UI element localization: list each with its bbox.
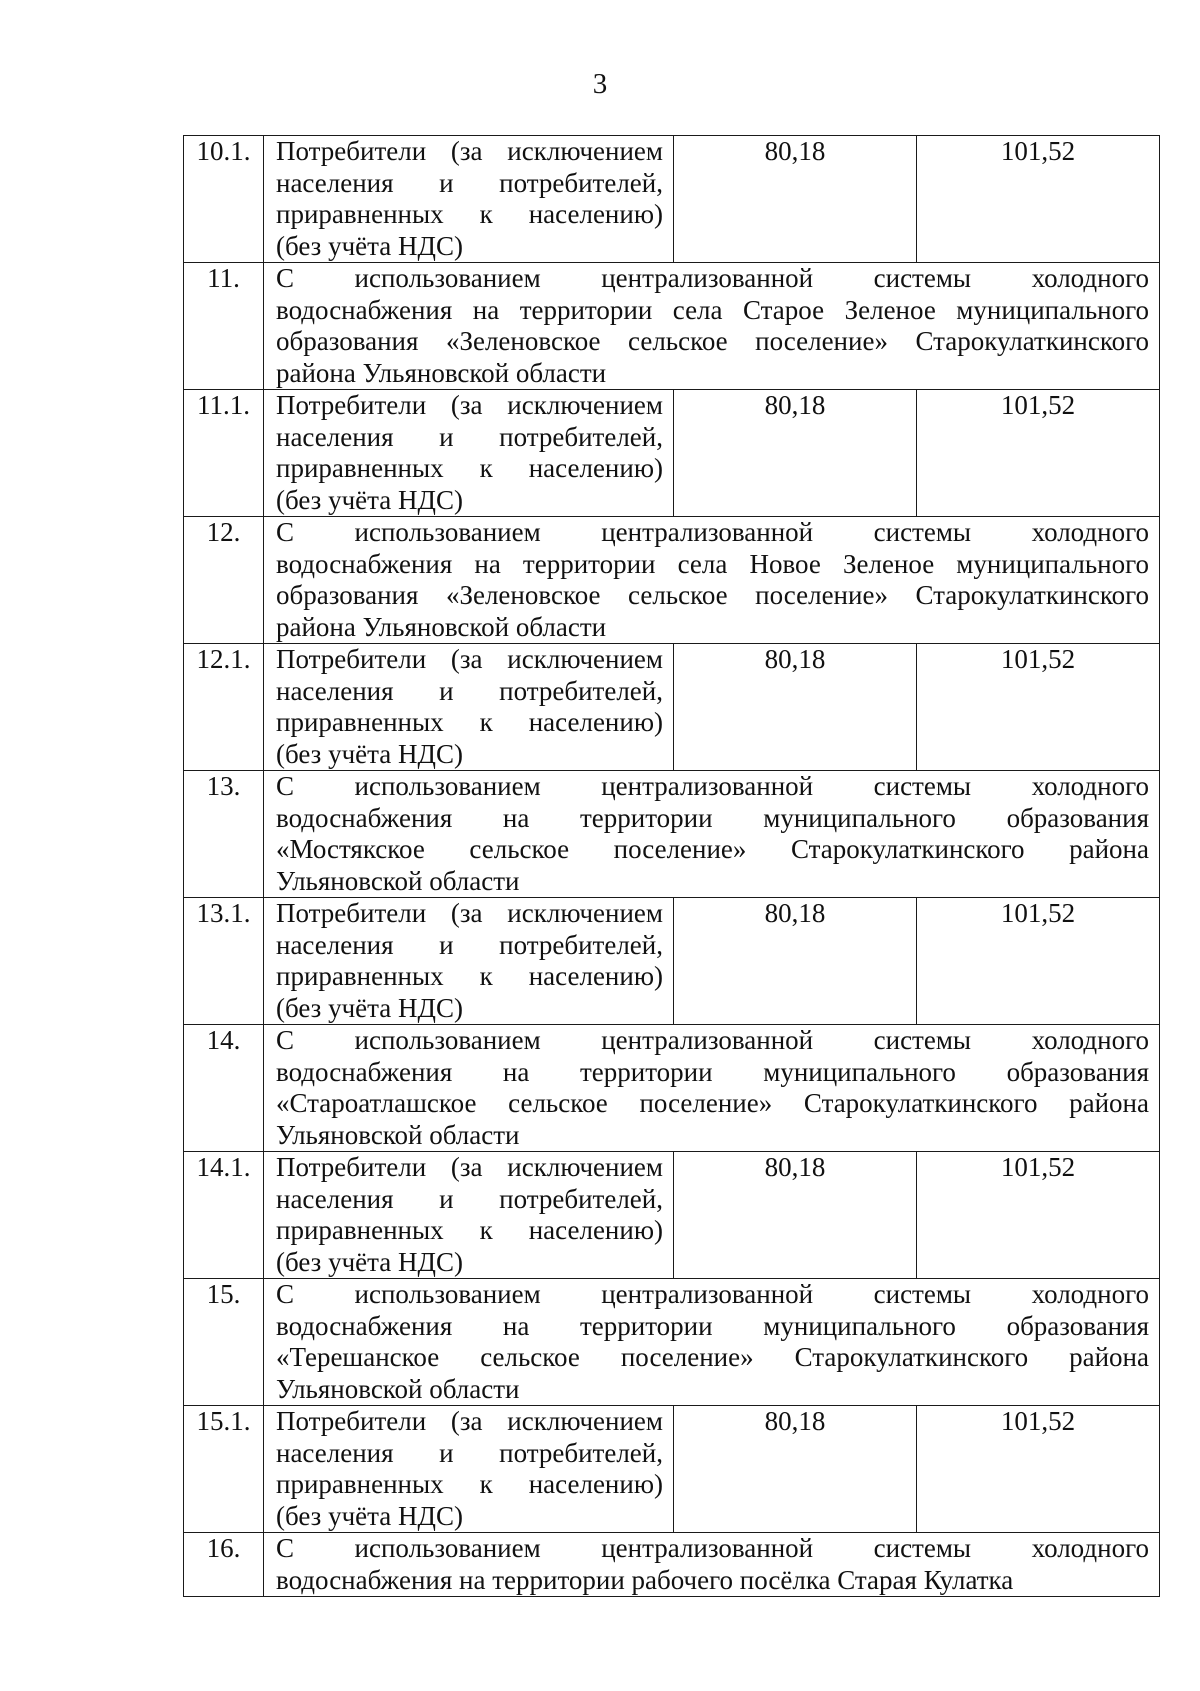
description-line: С использованием централизованной системы холодного (276, 1533, 1149, 1563)
row-number: 15. (184, 1279, 264, 1406)
description-line: водоснабжения на территории муниципального образования (276, 1310, 1149, 1341)
description-line: Потребители (за исключением (276, 1152, 663, 1182)
row-number: 16. (184, 1533, 264, 1597)
description-line: Потребители (за исключением (276, 644, 663, 674)
row-number: 11. (184, 263, 264, 390)
description-line: (без учёта НДС) (276, 738, 463, 769)
description-line: (без учёта НДС) (276, 1500, 463, 1531)
tariff-value-2: 101,52 (917, 1152, 1160, 1279)
tariff-item-row (184, 898, 1160, 1025)
section-description (264, 771, 1160, 898)
description-line: приравненных к населению) (276, 961, 663, 991)
description-line: Потребители (за исключением (276, 136, 663, 166)
description-line: Потребители (за исключением (276, 390, 663, 420)
tariff-value-1: 80,18 (674, 136, 917, 263)
section-description (264, 517, 1160, 644)
tariff-value-2: 101,52 (917, 898, 1160, 1025)
consumer-description (264, 644, 674, 771)
tariff-section-row (184, 517, 1160, 644)
tariff-value-1: 80,18 (674, 1406, 917, 1533)
description-line: населения и потребителей, (276, 1437, 663, 1468)
tariff-item-row (184, 1152, 1160, 1279)
description-line: приравненных к населению) (276, 1215, 663, 1245)
tariff-value-2: 101,52 (917, 1406, 1160, 1533)
description-line: (без учёта НДС) (276, 230, 463, 261)
description-line: водоснабжения на территории муниципального образования (276, 1056, 1149, 1087)
tariff-section-row (184, 771, 1160, 898)
description-line: водоснабжения на территории села Старое Зеленое муниципального (276, 294, 1149, 325)
description-line: водоснабжения на территории села Новое Зеленое муниципального (276, 548, 1149, 579)
page-number: 3 (592, 68, 608, 100)
tariff-item-row (184, 390, 1160, 517)
row-number: 13. (184, 771, 264, 898)
description-line: Потребители (за исключением (276, 1406, 663, 1436)
row-number: 12. (184, 517, 264, 644)
consumer-description (264, 1406, 674, 1533)
description-line: Потребители (за исключением (276, 898, 663, 928)
description-line: «Староатлашское сельское поселение» Старокулаткинского района (276, 1088, 1149, 1118)
tariff-table (183, 135, 1160, 1597)
tariff-item-row (184, 644, 1160, 771)
description-line: С использованием централизованной системы холодного (276, 517, 1149, 547)
description-line: водоснабжения на территории муниципального образования (276, 802, 1149, 833)
consumer-description (264, 898, 674, 1025)
tariff-value-1: 80,18 (674, 644, 917, 771)
row-number: 11.1. (184, 390, 264, 517)
description-line: Ульяновской области (276, 1373, 520, 1404)
row-number: 14.1. (184, 1152, 264, 1279)
description-line: населения и потребителей, (276, 675, 663, 706)
description-line: приравненных к населению) (276, 707, 663, 737)
description-line: приравненных к населению) (276, 1469, 663, 1499)
section-description (264, 1279, 1160, 1406)
consumer-description (264, 390, 674, 517)
section-description (264, 263, 1160, 390)
tariff-item-row (184, 136, 1160, 263)
description-line: приравненных к населению) (276, 199, 663, 229)
row-number: 15.1. (184, 1406, 264, 1533)
description-line: (без учёта НДС) (276, 1246, 463, 1277)
description-line: (без учёта НДС) (276, 484, 463, 515)
tariff-value-2: 101,52 (917, 390, 1160, 517)
description-line: района Ульяновской области (276, 611, 607, 642)
section-description (264, 1025, 1160, 1152)
consumer-description (264, 136, 674, 263)
description-line: образования «Зеленовское сельское поселение» Старокулаткинского (276, 326, 1149, 356)
description-line: С использованием централизованной системы холодного (276, 771, 1149, 801)
row-number: 12.1. (184, 644, 264, 771)
description-line: населения и потребителей, (276, 167, 663, 198)
row-number: 14. (184, 1025, 264, 1152)
row-number: 10.1. (184, 136, 264, 263)
tariff-value-2: 101,52 (917, 644, 1160, 771)
description-line: водоснабжения на территории рабочего посёлка Старая Кулатка (276, 1564, 1014, 1595)
description-line: Ульяновской области (276, 1119, 520, 1150)
description-line: С использованием централизованной системы холодного (276, 1025, 1149, 1055)
row-number: 13.1. (184, 898, 264, 1025)
section-description (264, 1533, 1160, 1597)
description-line: «Терешанское сельское поселение» Старокулаткинского района (276, 1342, 1149, 1372)
tariff-value-1: 80,18 (674, 898, 917, 1025)
description-line: образования «Зеленовское сельское поселение» Старокулаткинского (276, 580, 1149, 610)
tariff-value-1: 80,18 (674, 1152, 917, 1279)
tariff-value-2: 101,52 (917, 136, 1160, 263)
tariff-section-row (184, 1533, 1160, 1597)
description-line: С использованием централизованной системы холодного (276, 263, 1149, 293)
consumer-description (264, 1152, 674, 1279)
tariff-table-body (184, 136, 1160, 1597)
description-line: «Мостякское сельское поселение» Старокулаткинского района (276, 834, 1149, 864)
tariff-section-row (184, 1279, 1160, 1406)
description-line: Ульяновской области (276, 865, 520, 896)
tariff-section-row (184, 1025, 1160, 1152)
description-line: населения и потребителей, (276, 929, 663, 960)
tariff-section-row (184, 263, 1160, 390)
description-line: приравненных к населению) (276, 453, 663, 483)
description-line: района Ульяновской области (276, 357, 607, 388)
description-line: (без учёта НДС) (276, 992, 463, 1023)
tariff-value-1: 80,18 (674, 390, 917, 517)
description-line: С использованием централизованной системы холодного (276, 1279, 1149, 1309)
tariff-item-row (184, 1406, 1160, 1533)
description-line: населения и потребителей, (276, 1183, 663, 1214)
description-line: населения и потребителей, (276, 421, 663, 452)
